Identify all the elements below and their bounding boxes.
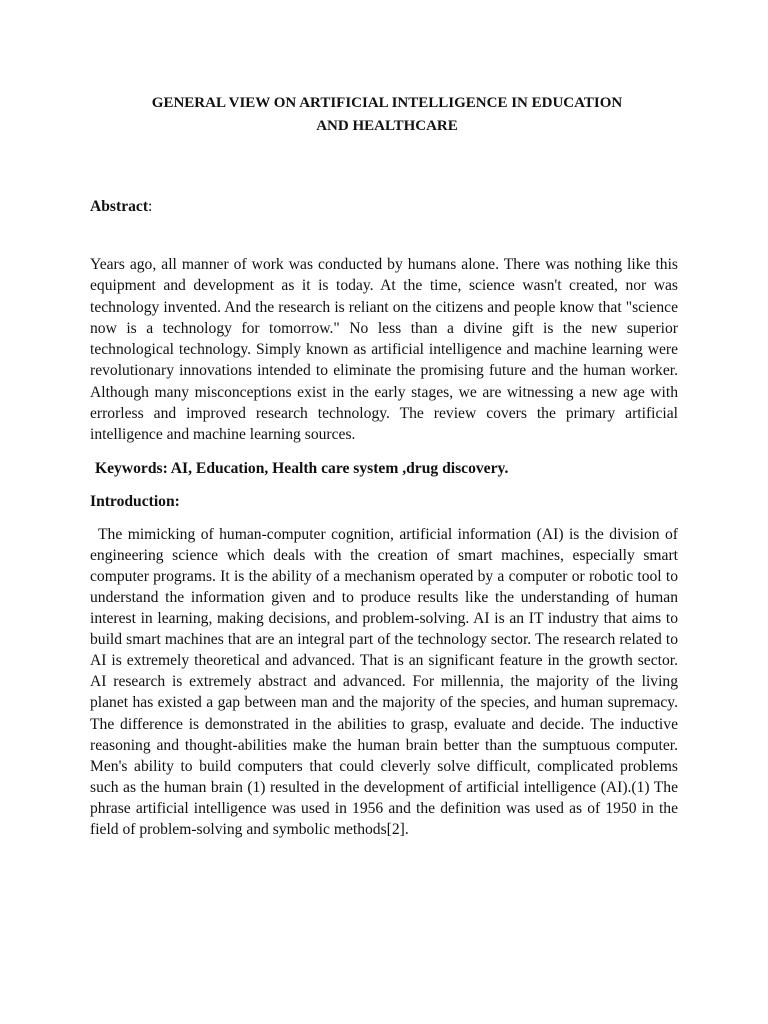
abstract-label: Abstract xyxy=(90,198,149,215)
abstract-colon: : xyxy=(148,198,153,215)
introduction-heading: Introduction: xyxy=(90,492,180,510)
document-page xyxy=(90,92,678,840)
introduction-paragraph: The mimicking of human-computer cognition, artificial information (AI) is the division of engineering science which deals with the creation of smart machines, especially smart computer programs. It is the ability of a mechanism operated by a computer or robotic tool to understand the information given and to produce results like the understanding of human interest in learning, making decisions, and problem-solving. AI is an IT industry that aims to build smart machines that are an integral part of the technology sector. The research related to AI is extremely theoretical and advanced. That is an significant feature in the growth sector. AI research is extremely abstract and advanced. For millennia, the majority of the living planet has existed a gap between man and the majority of the species, and human supremacy. The difference is demonstrated in the abilities to grasp, evaluate and decide. The inductive reasoning and thought-abilities make the human brain better than the sumptuous computer. Men's ability to build computers that could cleverly solve difficult, complicated problems such as the human brain (1) resulted in the development of artificial intelligence (AI).(1) The phrase artificial intelligence was used in 1956 and the definition was used as of 1950 in the field of problem-solving and symbolic methods[2]. xyxy=(90,525,678,838)
abstract-paragraph: Years ago, all manner of work was conducted by humans alone. There was nothing like this equipment and development as it is today. At the time, science wasn't created, nor was technology invented. And the research is reliant on the citizens and people know that "science now is a technology for tomorrow." No less than a divine gift is the new superior technological technology. Simply known as artificial intelligence and machine learning were revolutionary innovations intended to eliminate the promising future and the human worker. Although many misconceptions exist in the early stages, we are witnessing a new age with errorless and improved research technology. The review covers the primary artificial intelligence and machine learning sources. xyxy=(90,256,678,444)
title-line-1: GENERAL VIEW ON ARTIFICIAL INTELLIGENCE IN EDUCATION xyxy=(151,95,623,111)
document-title xyxy=(90,92,678,138)
keywords-line: Keywords: AI, Education, Health care system ,drug discovery. xyxy=(95,459,509,477)
abstract-heading xyxy=(90,196,678,218)
title-line-2: AND HEALTHCARE xyxy=(316,118,458,134)
